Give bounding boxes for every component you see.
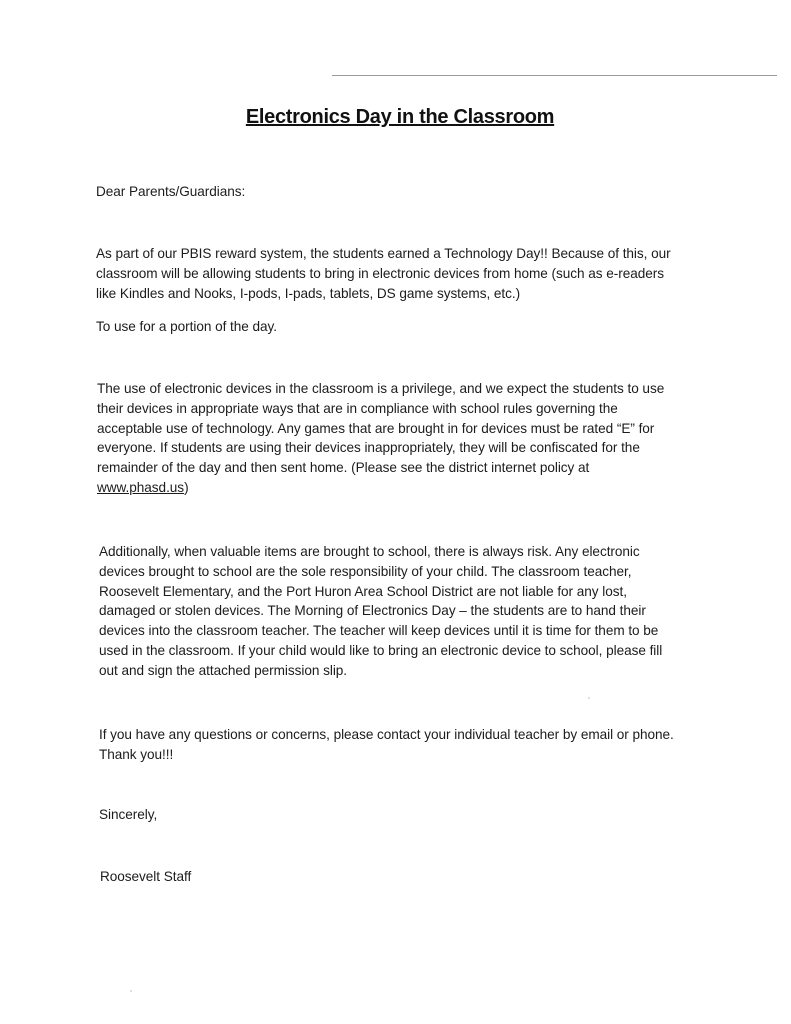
paragraph-line: acceptable use of technology. Any games that are brought in for devices must be rated “E” for	[97, 420, 655, 436]
scan-speck	[588, 697, 590, 699]
paragraph-reward-system	[96, 244, 671, 303]
paragraph-line: used in the classroom. If your child would like to bring an electronic device to school, please fill	[99, 642, 663, 658]
paragraph-line: If you have any questions or concerns, please contact your individual teacher by email or phone.	[99, 727, 674, 742]
page-title: Electronics Day in the Classroom	[245, 106, 555, 128]
paragraph-line: classroom will be allowing students to bring in electronic devices from home (such as e-readers	[96, 265, 664, 281]
paragraph-line: devices into the classroom teacher. The teacher will keep devices until it is time for them to be	[99, 623, 659, 639]
signature: Roosevelt Staff	[100, 869, 192, 884]
district-website-link[interactable]: www.phasd.us	[97, 479, 185, 495]
scan-speck	[130, 990, 132, 992]
closing: Sincerely,	[99, 807, 158, 822]
paragraph-line	[97, 478, 664, 498]
paragraph-portion-of-day: To use for a portion of the day.	[96, 319, 278, 334]
paragraph-privilege	[97, 379, 664, 498]
paragraph-line: Roosevelt Elementary, and the Port Huron Area School District are not liable for any lost,	[99, 583, 627, 599]
paragraph-line: Thank you!!!	[99, 746, 174, 762]
paragraph-line: devices brought to school are the sole responsibility of your child. The classroom teacher,	[99, 563, 632, 579]
paragraph-line: their devices in appropriate ways that are in compliance with school rules governing the	[97, 400, 618, 416]
paragraph-responsibility	[99, 542, 662, 681]
paragraph-line: everyone. If students are using their devices inappropriately, they will be confiscated for the	[97, 440, 640, 456]
paragraph-line: damaged or stolen devices. The Morning of Electronics Day – the students are to hand their	[99, 603, 646, 619]
link-suffix: )	[184, 479, 189, 495]
paragraph-line: out and sign the attached permission slip.	[99, 662, 348, 678]
salutation: Dear Parents/Guardians:	[96, 184, 246, 199]
paragraph-line: like Kindles and Nooks, I-pods, I-pads, tablets, DS game systems, etc.)	[96, 285, 521, 301]
paragraph-questions	[99, 725, 674, 765]
paragraph-line: The use of electronic devices in the classroom is a privilege, and we expect the students to use	[97, 381, 665, 396]
paragraph-line: Additionally, when valuable items are brought to school, there is always risk. Any electronic	[99, 544, 640, 559]
paragraph-line: As part of our PBIS reward system, the students earned a Technology Day!! Because of this, our	[96, 246, 671, 261]
top-rule-line	[332, 75, 777, 76]
paragraph-line: remainder of the day and then sent home. (Please see the district internet policy at	[97, 460, 590, 476]
